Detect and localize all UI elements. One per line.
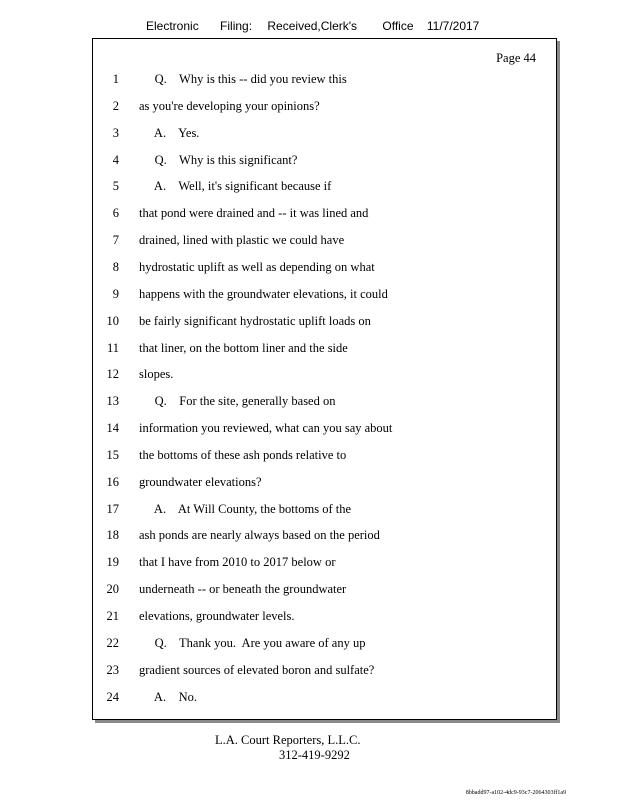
line-text: gradient sources of elevated boron and sulfate? [139,662,375,677]
transcript-line [93,606,556,626]
line-text: A. Yes. [139,125,200,140]
reporter-phone: 312-419-9292 [279,748,350,762]
line-text: Q. Why is this significant? [139,152,298,167]
transcript-line [93,418,556,438]
line-number: 18 [106,528,119,543]
transcript-line [93,230,556,250]
line-number: 11 [106,340,119,355]
line-text: that liner, on the bottom liner and the side [139,340,348,355]
line-number: 4 [112,152,119,167]
line-number: 12 [106,367,119,382]
transcript-line [93,472,556,492]
page-number: Page 44 [496,51,536,65]
line-number: 15 [106,447,119,462]
transcript-line [93,445,556,465]
line-text: Q. Why is this -- did you review this [139,72,347,86]
line-text: be fairly significant hydrostatic uplift loads on [139,313,371,328]
reporter-name: L.A. Court Reporters, L.L.C. [215,733,361,747]
transcript-line [93,633,556,653]
filing-stamp-header [146,19,479,33]
line-text: A. No. [139,689,197,704]
transcript-line [93,525,556,545]
line-text: underneath -- or beneath the groundwater [139,582,347,597]
line-number: 17 [106,501,119,516]
line-number: 8 [112,259,119,274]
line-text: Q. Thank you. Are you aware of any up [139,635,366,650]
line-text: A. At Will County, the bottoms of the [139,501,351,516]
line-number: 1 [112,72,119,86]
line-text: groundwater elevations? [139,474,262,489]
transcript-line [93,203,556,223]
line-number: 7 [112,233,119,248]
line-number: 14 [106,421,119,436]
transcript-line [93,96,556,116]
line-number: 20 [106,582,119,597]
filing-date: 11/7/2017 [426,19,480,33]
line-text: A. Well, it's significant because if [139,179,332,194]
transcript-line [93,69,556,89]
line-text: that I have from 2010 to 2017 below or [139,555,336,570]
line-number: 21 [106,609,119,623]
line-text: hydrostatic uplift as well as depending on what [139,259,375,274]
transcript-line [93,123,556,143]
transcript-line [93,284,556,304]
line-number: 24 [106,689,119,704]
transcript-line [93,257,556,277]
line-number: 3 [112,125,119,140]
document-id: 8bbadd97-a102-4dc9-93c7-2064303ff1a9 [465,790,566,796]
transcript-page [92,38,557,720]
line-number: 19 [106,555,119,570]
line-text: ash ponds are nearly always based on the period [139,528,380,543]
line-number: 10 [106,313,119,328]
line-number: 13 [106,394,119,409]
transcript-line [93,150,556,170]
filing-word-received-clerks: Received,Clerk's [267,19,358,33]
transcript-line [93,579,556,599]
line-text: slopes. [139,367,174,382]
transcript-line [93,552,556,572]
line-number: 23 [106,662,119,677]
line-text: Q. For the site, generally based on [139,394,336,409]
line-text: as you're developing your opinions? [139,98,320,113]
transcript-line [93,176,556,196]
transcript-line [93,364,556,384]
filing-word-electronic: Electronic [146,19,199,33]
line-text: elevations, groundwater levels. [139,609,295,623]
transcript-line [93,338,556,358]
line-number: 6 [112,206,119,221]
transcript-line [93,499,556,519]
line-text: information you reviewed, what can you say about [139,421,393,436]
transcript-line [93,687,556,707]
line-number: 2 [112,98,119,113]
transcript-line [93,311,556,331]
filing-word-filing: Filing: [220,19,253,33]
filing-word-office: Office [382,19,414,33]
line-text: the bottoms of these ash ponds relative to [139,447,347,462]
line-number: 5 [112,179,119,194]
line-text: drained, lined with plastic we could have [139,233,345,248]
line-number: 22 [106,635,119,650]
line-number: 16 [106,474,119,489]
transcript-line [93,660,556,680]
line-text: happens with the groundwater elevations, it could [139,286,388,301]
transcript-line [93,391,556,411]
line-text: that pond were drained and -- it was lined and [139,206,369,221]
line-number: 9 [112,286,119,301]
